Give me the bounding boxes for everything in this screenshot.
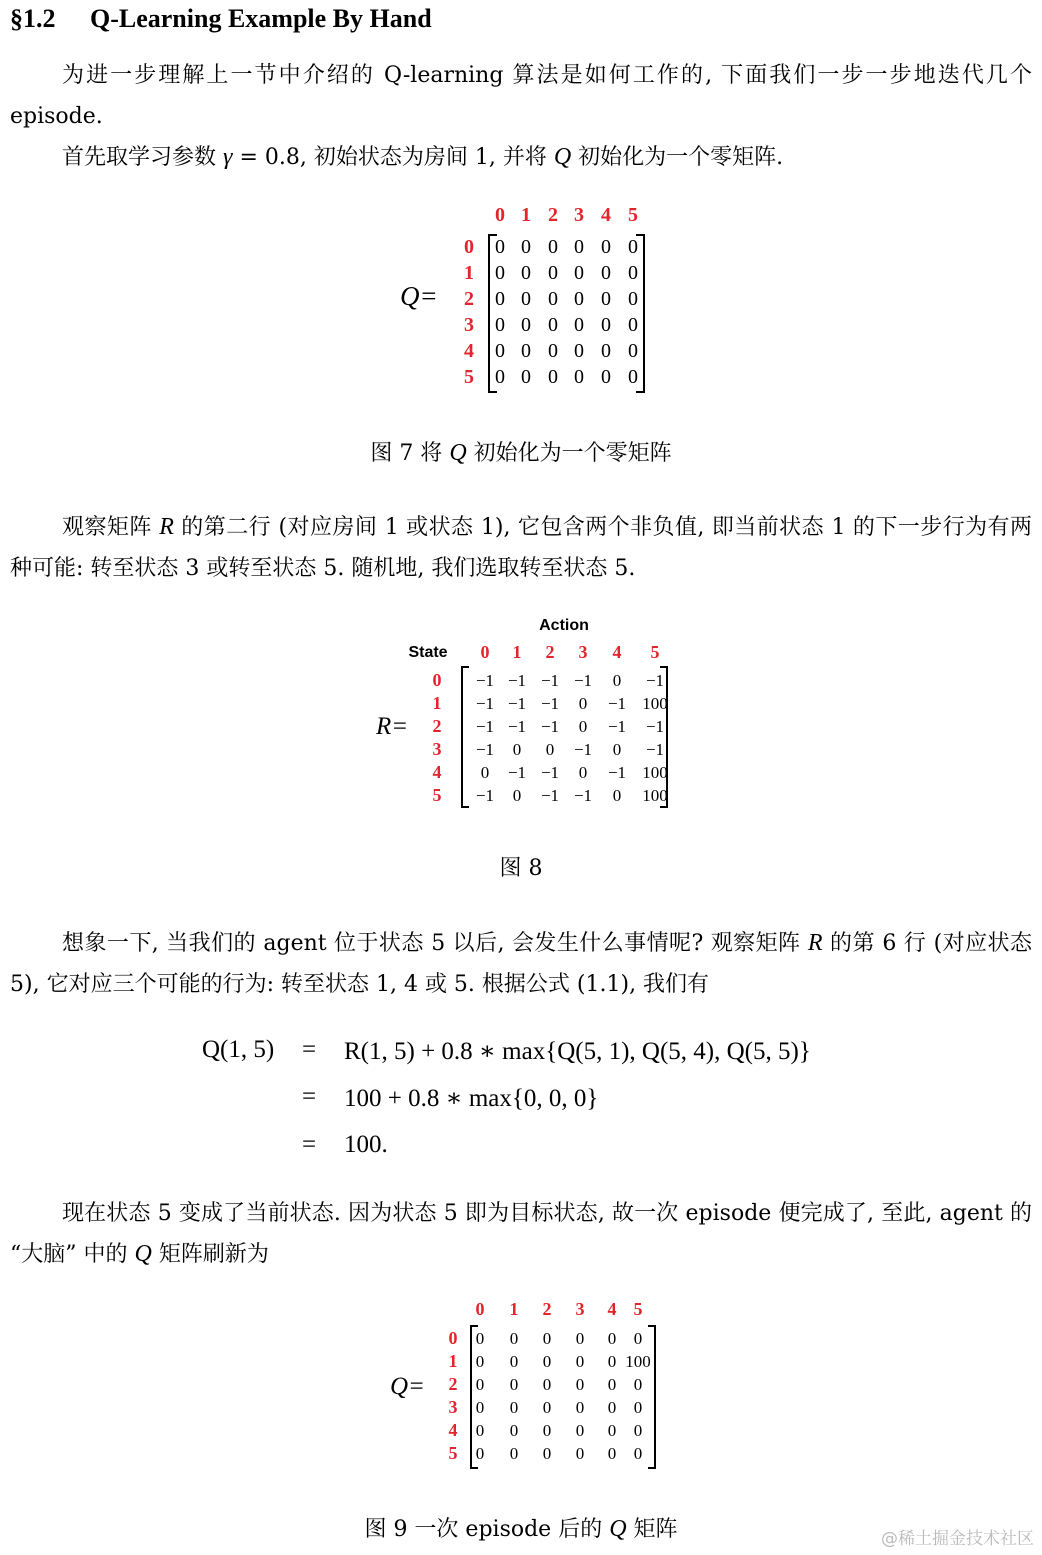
matrix-cell: 0 [601,288,611,310]
row-index: 3 [448,1397,458,1417]
equation-equals-2: = [302,1083,317,1110]
matrix-cell: −1 [607,763,627,782]
matrix-cell: 0 [475,1352,485,1371]
para5-post: 矩阵刷新为 [151,1242,269,1267]
caption9-q: Q [609,1516,627,1542]
r-symbol: R [159,514,174,540]
matrix-cell: 0 [601,366,611,388]
matrix-cell: 0 [509,1421,519,1440]
matrix-cell: −1 [475,694,495,713]
matrix-cell: 0 [607,1329,617,1348]
matrix-cell: 0 [512,740,522,759]
matrix-cell: 0 [578,763,588,782]
column-index: 3 [574,204,584,226]
action-label: Action [539,617,589,634]
matrix-cell: 0 [545,740,555,759]
r-matrix-label: R= [376,713,409,740]
matrix-cell: 0 [548,288,558,310]
matrix-cell: 0 [633,1421,643,1440]
matrix-cell: 0 [512,786,522,805]
matrix-cell: 100 [642,786,668,805]
row-index: 2 [432,716,442,736]
paragraph-episode-done [10,1193,1032,1275]
row-index: 1 [432,693,442,713]
matrix-cell: 0 [542,1375,552,1394]
column-index: 0 [475,1299,485,1319]
matrix-cell: 0 [607,1444,617,1463]
matrix-cell: −1 [645,740,665,759]
paragraph-intro-text: 为进一步理解上一节中介绍的 Q-learning 算法是如何工作的, 下面我们一步一步地迭代几个 episode. [10,63,1032,129]
matrix-cell: 0 [495,262,505,284]
matrix-cell: 0 [475,1444,485,1463]
caption7-q: Q [449,440,467,466]
figure-8-caption: 图 8 [499,856,543,881]
state-label: State [408,644,448,661]
caption9-pre: 图 9 一次 episode 后的 [364,1517,610,1542]
matrix-cell: 0 [575,1329,585,1348]
row-index: 3 [464,314,474,336]
matrix-cell: 0 [578,717,588,736]
matrix-cell: 0 [495,288,505,310]
row-index: 0 [448,1328,458,1348]
r-matrix [0,610,1042,815]
matrix-cell: 0 [601,262,611,284]
row-index: 0 [432,670,442,690]
matrix-cell: 0 [509,1375,519,1394]
matrix-cell: 0 [607,1375,617,1394]
column-index: 3 [578,642,588,662]
para2-mid: = 0.8, 初始状态为房间 1, 并将 [232,145,554,170]
matrix-cell: 0 [509,1398,519,1417]
para5-pre: 现在状态 5 变成了当前状态. 因为状态 5 即为目标状态, 故一次 episode 便完成了, 至此, agent 的 “大脑” 中的 [10,1201,1032,1267]
watermark: @稀土掘金技术社区 [881,1529,1034,1549]
matrix-cell: −1 [607,694,627,713]
matrix-cell: 0 [521,314,531,336]
figure-7-caption [0,436,1042,467]
q-symbol: Q [134,1241,152,1267]
matrix-cell: 0 [607,1352,617,1371]
matrix-cell: 0 [633,1375,643,1394]
matrix-cell: 0 [628,314,638,336]
matrix-cell: 0 [475,1421,485,1440]
matrix-cell: −1 [475,717,495,736]
matrix-cell: 0 [548,262,558,284]
matrix-cell: 0 [574,366,584,388]
matrix-cell: −1 [573,740,593,759]
matrix-cell: 0 [548,340,558,362]
matrix-cell: 0 [578,694,588,713]
caption7-post: 初始化为一个零矩阵 [466,441,672,466]
row-index: 5 [464,366,474,388]
matrix-cell: 0 [633,1444,643,1463]
matrix-cell: 0 [628,262,638,284]
row-index: 1 [448,1351,458,1371]
matrix-cell: 100 [642,694,668,713]
column-index: 2 [542,1299,552,1319]
column-index: 1 [521,204,531,226]
matrix-cell: 0 [521,340,531,362]
matrix-cell: 100 [642,763,668,782]
matrix-cell: 0 [575,1375,585,1394]
caption7-pre: 图 7 将 [370,441,450,466]
column-index: 4 [607,1299,617,1319]
matrix-cell: 0 [612,671,622,690]
column-index: 4 [601,204,611,226]
matrix-cell: 0 [574,314,584,336]
matrix-cell: 0 [575,1444,585,1463]
matrix-cell: −1 [540,763,560,782]
matrix-cell: 0 [509,1444,519,1463]
q-matrix-after-episode [0,1290,1042,1480]
matrix-cell: 0 [574,340,584,362]
matrix-cell: 0 [575,1421,585,1440]
matrix-cell: 0 [480,763,490,782]
row-index: 3 [432,739,442,759]
column-index: 2 [548,204,558,226]
matrix-cell: −1 [573,786,593,805]
para4-pre: 想象一下, 当我们的 agent 位于状态 5 以后, 会发生什么事情呢? 观察矩阵 [62,931,808,956]
matrix-cell: 0 [548,314,558,336]
matrix-cell: 0 [542,1398,552,1417]
equation-line-2: 100 + 0.8 ∗ max{0, 0, 0} [344,1085,599,1112]
row-index: 5 [448,1443,458,1463]
matrix-cell: 0 [521,262,531,284]
matrix-cell: −1 [573,671,593,690]
matrix-cell: 0 [612,786,622,805]
matrix-cell: −1 [507,694,527,713]
equation-lhs: Q(1, 5) [202,1036,275,1063]
matrix-cell: 0 [548,236,558,258]
matrix-cell: 0 [475,1329,485,1348]
column-index: 0 [480,642,490,662]
row-index: 4 [432,762,442,782]
matrix-cell: −1 [540,694,560,713]
row-index: 1 [464,262,474,284]
matrix-cell: 0 [548,366,558,388]
matrix-cell: 0 [575,1398,585,1417]
left-bracket [462,667,469,807]
matrix-cell: 0 [633,1329,643,1348]
para3-post: 的第二行 (对应房间 1 或状态 1), 它包含两个非负值, 即当前状态 1 的下一步行为有两种可能: 转至状态 3 或转至状态 5. 随机地, 我们选取转至状态 5. [10,515,1032,581]
matrix-cell: 0 [628,236,638,258]
matrix-cell: 0 [575,1352,585,1371]
paragraph-observe-r [10,507,1032,589]
matrix-cell: 0 [521,236,531,258]
section-heading [10,4,432,34]
q-matrix-label: Q= [390,1373,425,1400]
column-index: 5 [628,204,638,226]
matrix-cell: 0 [521,288,531,310]
paragraph-state5 [10,923,1032,1005]
para2-pre: 首先取学习参数 [62,145,223,170]
matrix-cell: −1 [475,671,495,690]
para3-pre: 观察矩阵 [62,515,160,540]
matrix-cell: −1 [475,786,495,805]
matrix-cell: −1 [540,671,560,690]
column-index: 2 [545,642,555,662]
matrix-cell: 0 [601,340,611,362]
matrix-cell: 0 [542,1329,552,1348]
matrix-cell: 0 [628,340,638,362]
matrix-cell: 0 [574,288,584,310]
column-index: 3 [575,1299,585,1319]
matrix-cell: 0 [607,1421,617,1440]
matrix-cell: 0 [475,1398,485,1417]
matrix-cell: −1 [645,671,665,690]
matrix-cell: −1 [507,717,527,736]
matrix-cell: 0 [542,1421,552,1440]
q-matrix-initial [0,195,1042,400]
column-index: 5 [650,642,660,662]
q-symbol: Q [553,144,572,170]
matrix-cell: 0 [601,236,611,258]
row-index: 2 [464,288,474,310]
matrix-cell: 0 [574,262,584,284]
column-index: 0 [495,204,505,226]
matrix-cell: 0 [495,366,505,388]
row-index: 5 [432,785,442,805]
r-symbol: R [807,930,823,956]
gamma-symbol: γ [223,144,233,170]
equation-equals-1: = [302,1036,317,1063]
matrix-cell: 0 [574,236,584,258]
matrix-cell: 0 [509,1352,519,1371]
row-index: 4 [464,340,474,362]
paragraph-intro [10,55,1032,137]
matrix-cell: −1 [607,717,627,736]
matrix-cell: −1 [507,763,527,782]
matrix-cell: 0 [628,288,638,310]
matrix-cell: 0 [521,366,531,388]
matrix-cell: 0 [607,1398,617,1417]
caption9-post: 矩阵 [626,1517,678,1542]
matrix-cell: 0 [633,1398,643,1417]
column-index: 1 [509,1299,519,1319]
para4-post: 的第 6 行 (对应状态 5), 它对应三个可能的行为: 转至状态 1, 4 或 5. 根据公式 (1.1), 我们有 [10,931,1032,997]
q-matrix-label: Q= [400,281,438,311]
matrix-cell: −1 [507,671,527,690]
matrix-cell: 0 [542,1352,552,1371]
section-number: §1.2 [10,4,56,33]
row-index: 4 [448,1420,458,1440]
matrix-cell: −1 [475,740,495,759]
matrix-cell: 0 [495,314,505,336]
matrix-cell: −1 [540,717,560,736]
matrix-cell: 0 [495,340,505,362]
column-index: 4 [612,642,622,662]
matrix-cell: 0 [509,1329,519,1348]
paragraph-init [10,137,1032,178]
matrix-cell: −1 [645,717,665,736]
matrix-cell: 0 [628,366,638,388]
column-index: 1 [512,642,522,662]
matrix-cell: 0 [542,1444,552,1463]
matrix-cell: −1 [540,786,560,805]
matrix-cell: 0 [612,740,622,759]
equation-line-3: 100. [344,1131,388,1158]
matrix-cell: 100 [625,1352,651,1371]
right-bracket [648,1326,655,1468]
equation-equals-3: = [302,1131,317,1158]
column-index: 5 [633,1299,643,1319]
matrix-cell: 0 [601,314,611,336]
matrix-cell: 0 [475,1375,485,1394]
section-title: Q-Learning Example By Hand [90,4,432,33]
para2-post: 初始化为一个零矩阵. [571,145,784,170]
matrix-cell: 0 [495,236,505,258]
row-index: 0 [464,236,474,258]
equation-line-1: R(1, 5) + 0.8 ∗ max{Q(5, 1), Q(5, 4), Q(5, 5)} [344,1038,811,1065]
row-index: 2 [448,1374,458,1394]
